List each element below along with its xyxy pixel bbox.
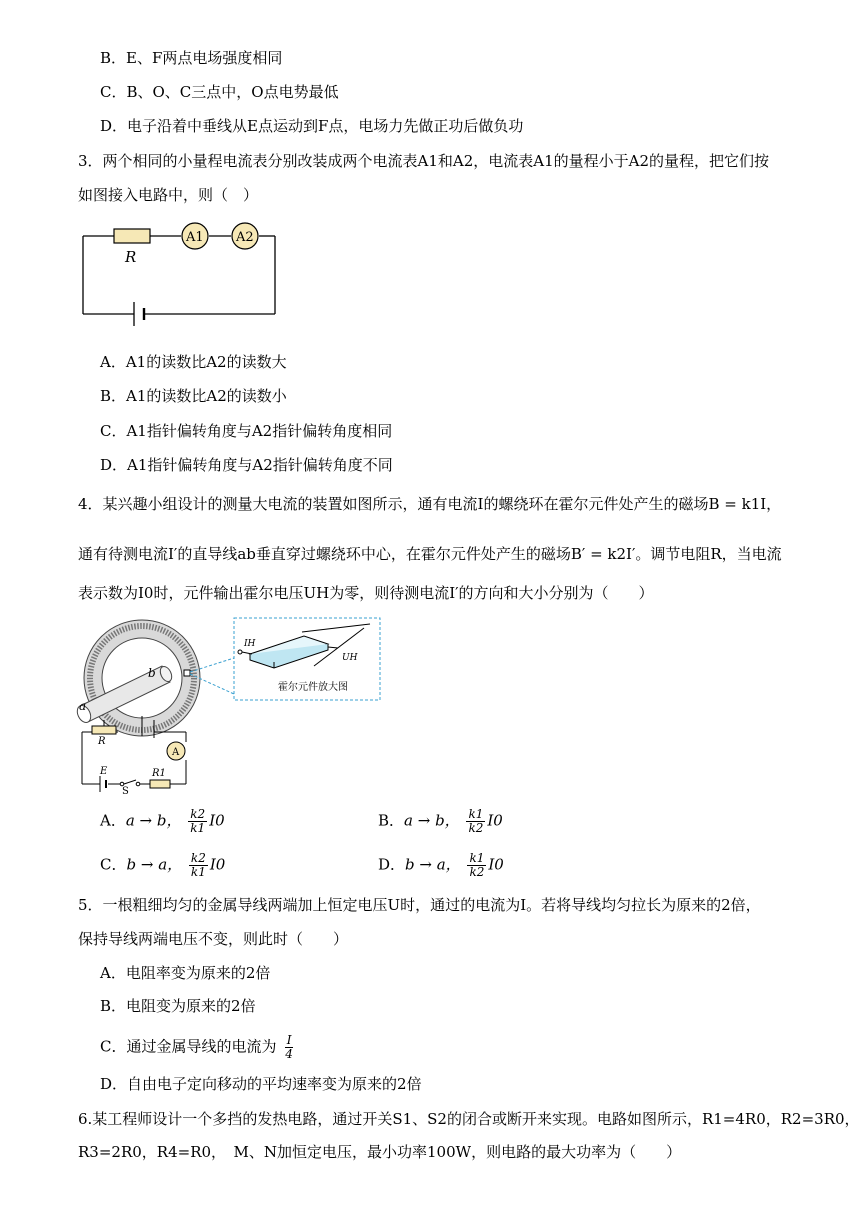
q4-option-c: C．b → a， $\frac{k2}{k1}$ I0 bbox=[100, 851, 226, 879]
q6-stem-line1: 6.某工程师设计一个多挡的发热电路，通过开关S1、S2的闭合或断开来实现。电路如图所示，R1=4R0，R2=3R0， bbox=[78, 1110, 860, 1128]
q5-option-c: C．通过金属导线的电流为 $\frac{I}{4}$ bbox=[100, 1033, 293, 1061]
label-e: E bbox=[100, 766, 108, 777]
label-r: R bbox=[98, 736, 106, 747]
q4-stem-line2: 通有待测电流I′的直导线ab垂直穿过螺绕环中心，在霍尔元件处产生的磁场B′ = k2I′。调节电阻R，当电流 bbox=[78, 545, 782, 563]
q4-option-d: D．b → a， $\frac{k1}{k2}$ I0 bbox=[378, 851, 504, 879]
q5-option-d: D．自由电子定向移动的平均速率变为原来的2倍 bbox=[100, 1075, 422, 1093]
label-a-meter: A bbox=[172, 747, 180, 758]
q3-option-d: D．A1指针偏转角度与A2指针偏转角度不同 bbox=[100, 456, 393, 474]
q3-option-c: C．A1指针偏转角度与A2指针偏转角度相同 bbox=[100, 422, 393, 440]
ammeter-a2-label: A2 bbox=[236, 230, 254, 245]
hall-element-mark bbox=[184, 670, 190, 676]
q4-option-b: B．a → b， $\frac{k1}{k2}$ I0 bbox=[378, 807, 503, 835]
inset-caption: 霍尔元件放大图 bbox=[278, 682, 348, 693]
inset-label-uh: UH bbox=[342, 653, 358, 663]
q2-option-c: C．B、O、C三点中，O点电势最低 bbox=[100, 83, 339, 101]
ammeter-a1-label: A1 bbox=[186, 230, 204, 245]
resistor-symbol bbox=[114, 229, 150, 243]
q4-stem-line1: 4．某兴趣小组设计的测量大电流的装置如图所示，通有电流I的螺绕环在霍尔元件处产生的磁场B = k1I， bbox=[78, 495, 782, 513]
label-s: S bbox=[122, 786, 129, 794]
q5-stem-line2: 保持导线两端电压不变，则此时（ ） bbox=[78, 930, 349, 948]
q5-stem-line1: 5．一根粗细均匀的金属导线两端加上恒定电压U时，通过的电流为I。若将导线均匀拉长为原来的2倍， bbox=[78, 896, 761, 914]
q3-stem-line1: 3．两个相同的小量程电流表分别改装成两个电流表A1和A2，电流表A1的量程小于A2的量程，把它们按 bbox=[78, 152, 770, 170]
label-r1: R1 bbox=[152, 768, 166, 779]
wire-label-b: b bbox=[148, 666, 156, 680]
q5-option-a: A．电阻率变为原来的2倍 bbox=[100, 964, 271, 982]
q5-option-b: B．电阻变为原来的2倍 bbox=[100, 997, 256, 1015]
q2-option-d: D．电子沿着中垂线从E点运动到F点，电场力先做正功后做负功 bbox=[100, 117, 524, 135]
q6-stem-line2: R3=2R0，R4=R0， M、N加恒定电压，最小功率100W，则电路的最大功率为（ ） bbox=[78, 1143, 682, 1161]
q3-option-b: B．A1的读数比A2的读数小 bbox=[100, 387, 287, 405]
rheostat-symbol bbox=[92, 726, 116, 734]
resistor-r1-symbol bbox=[150, 780, 170, 788]
resistor-label: R bbox=[125, 248, 137, 266]
inset-label-ih: IH bbox=[244, 639, 256, 649]
q2-option-b: B．E、F两点电场强度相同 bbox=[100, 49, 283, 67]
q4-stem-line3: 表示数为I0时，元件输出霍尔电压UH为零，则待测电流I′的方向和大小分别为（ ） bbox=[78, 584, 654, 602]
q3-option-a: A．A1的读数比A2的读数大 bbox=[100, 353, 287, 371]
q4-hall-figure bbox=[70, 614, 390, 794]
q3-stem-line2: 如图接入电路中，则（ ） bbox=[78, 186, 259, 204]
q4-option-a: A．a → b， $\frac{k2}{k1}$ I0 bbox=[100, 807, 225, 835]
q3-circuit-figure bbox=[78, 218, 288, 328]
wire-label-a: a bbox=[79, 699, 87, 713]
